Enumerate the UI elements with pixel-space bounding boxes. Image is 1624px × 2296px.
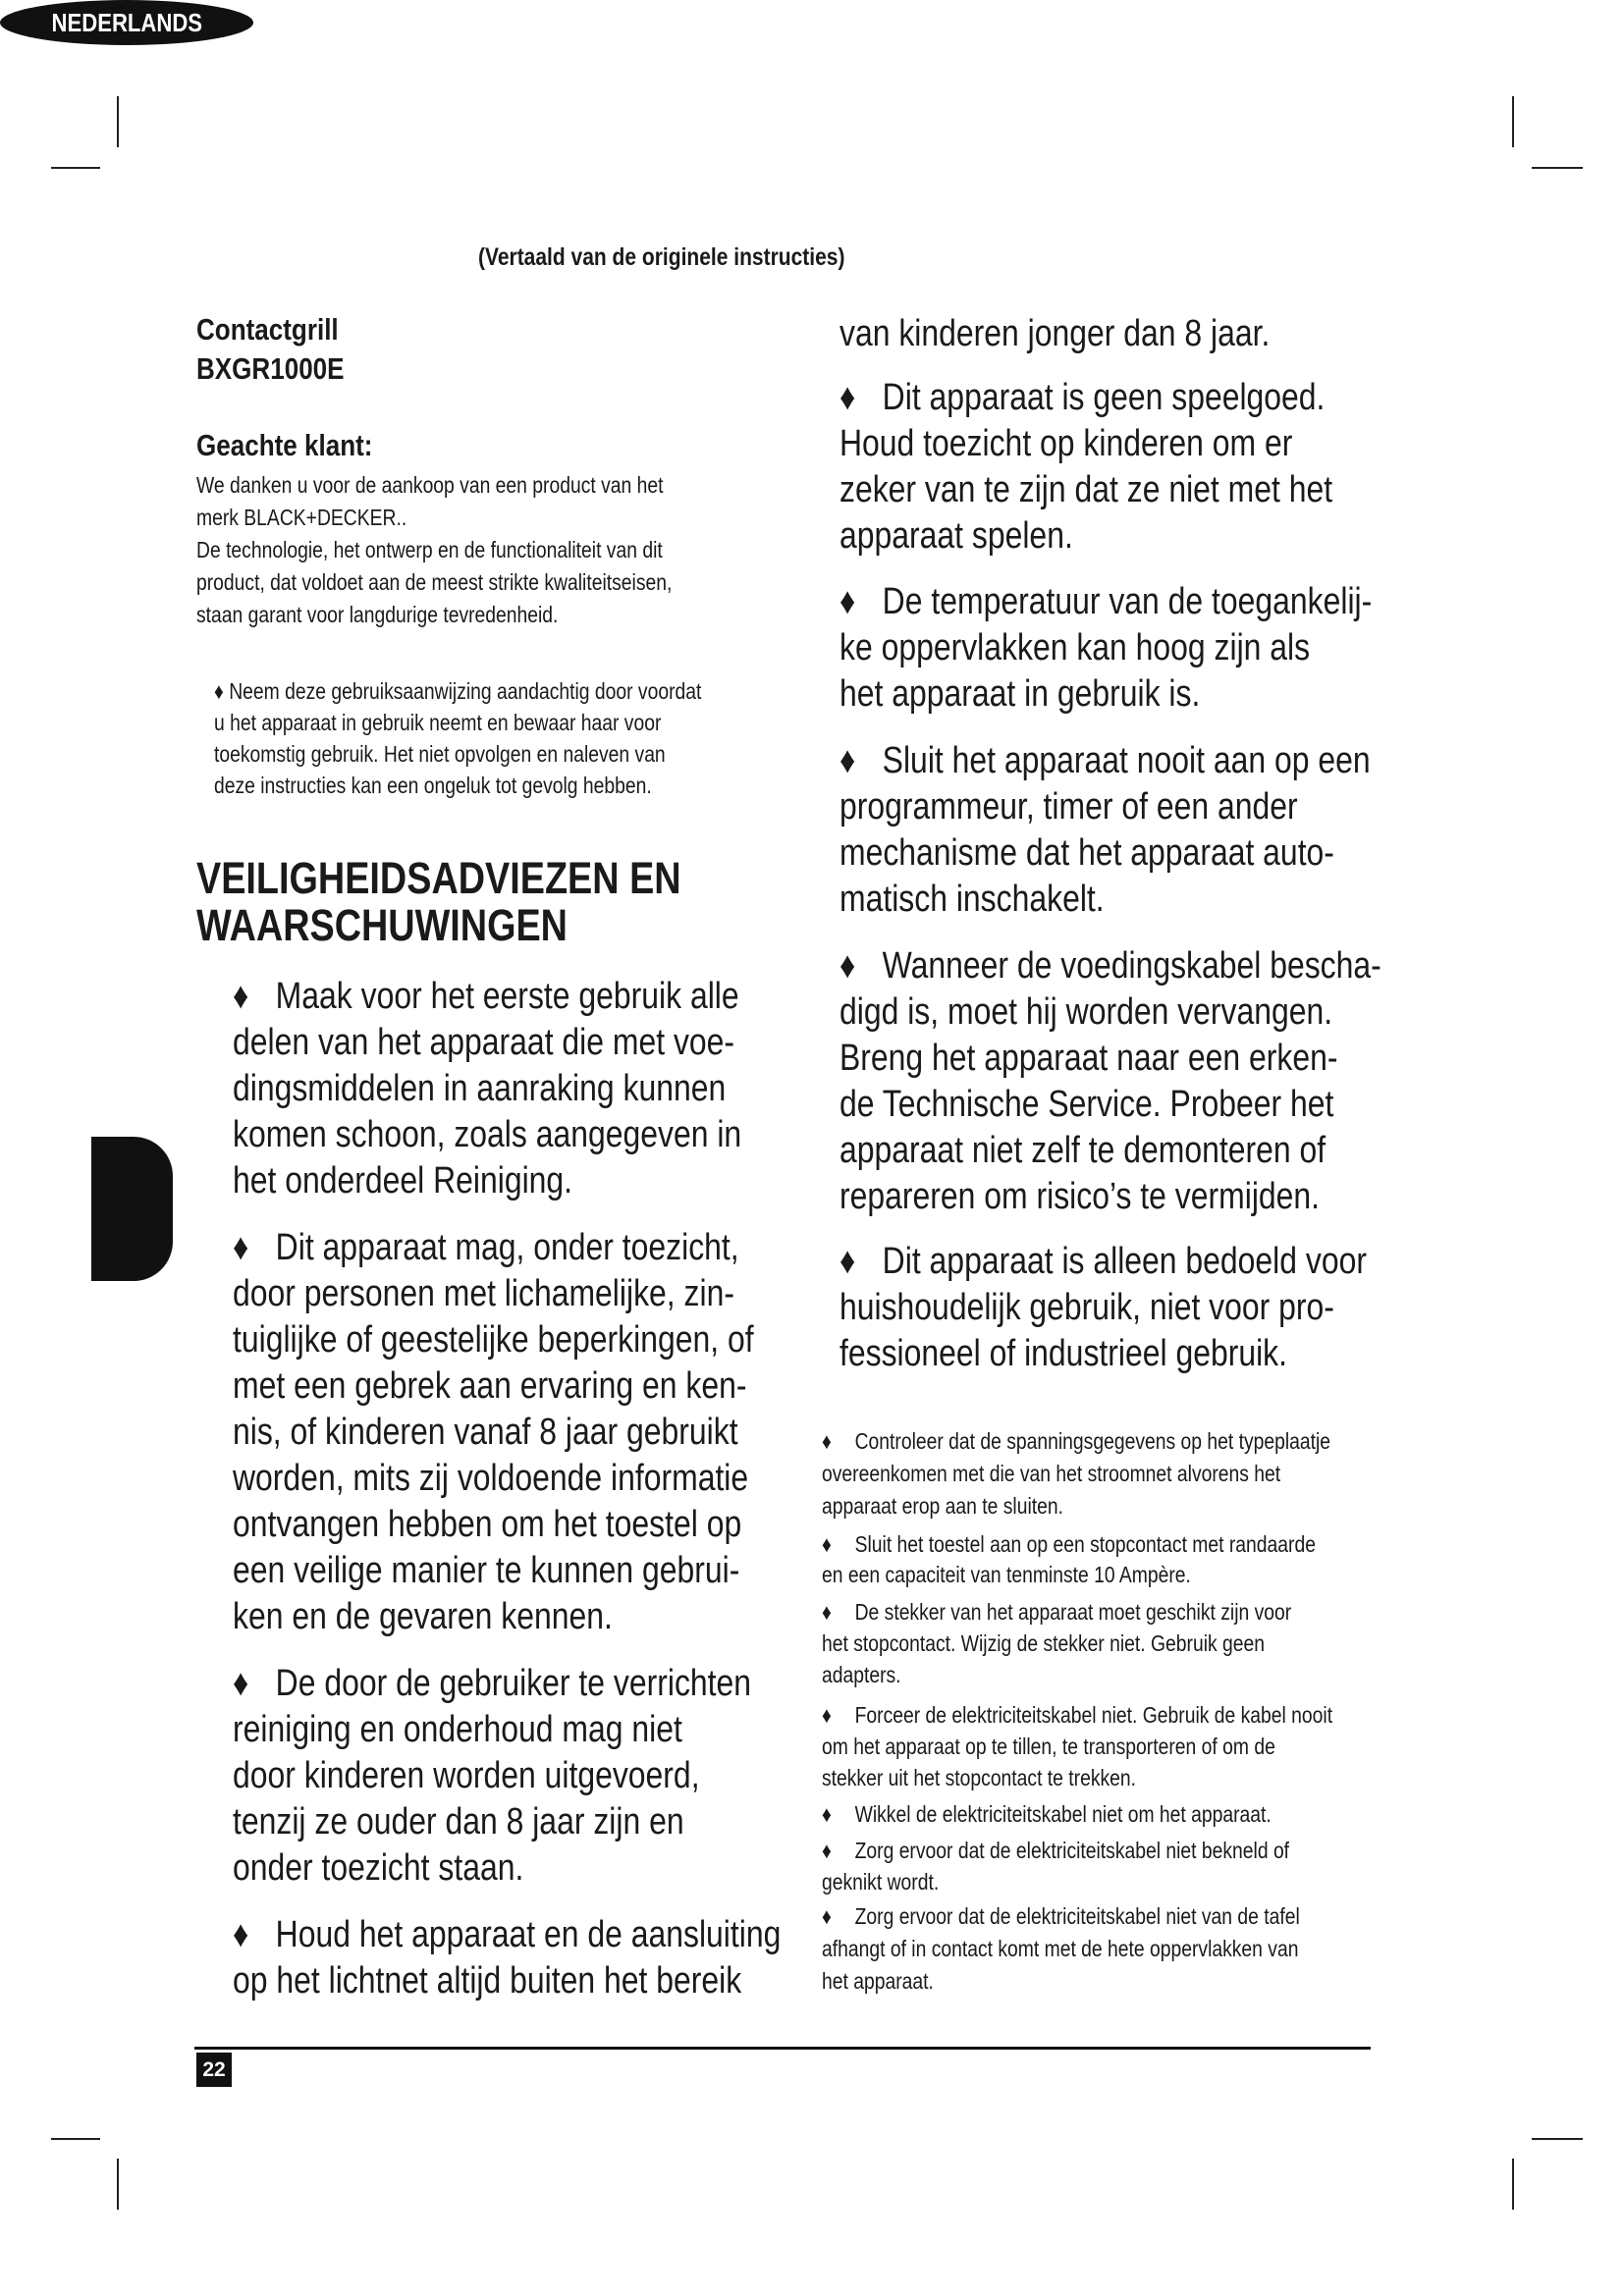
text-line: merk BLACK+DECKER.. <box>196 505 407 530</box>
line-text: Houd toezicht op kinderen om er <box>839 423 1293 464</box>
line-text: Wikkel de elektriciteitskabel niet om het apparaat. <box>854 1801 1272 1827</box>
line-text: het apparaat. <box>822 1968 934 1994</box>
line-text: Zorg ervoor dat de elektriciteitskabel niet van de tafel <box>854 1903 1300 1929</box>
line-text: het onderdeel Reiniging. <box>233 1160 573 1201</box>
line-text: Sluit het apparaat nooit aan op een <box>882 740 1371 781</box>
section-title-line: WAARSCHUWINGEN <box>196 900 568 950</box>
text-line <box>233 1066 741 1112</box>
text-line: product, dat voldoet aan de meest strikte kwaliteitseisen, <box>196 569 673 595</box>
line-text: ontvangen hebben om het toestel op <box>233 1504 742 1545</box>
text-line <box>822 1458 1330 1490</box>
line-text: fessioneel of industrieel gebruik. <box>839 1333 1288 1374</box>
right-bullet-3 <box>839 738 1472 923</box>
line-text: Breng het apparaat naar een erken- <box>839 1038 1338 1079</box>
text-line <box>839 1082 1381 1128</box>
line-text: mechanisme dat het apparaat auto- <box>839 832 1334 874</box>
text-line <box>233 1112 741 1158</box>
text-line <box>233 1912 781 1958</box>
text-line <box>822 1835 1289 1866</box>
footer-rule <box>194 2047 1371 2050</box>
line-text: Wanneer de voedingskabel bescha- <box>882 945 1381 987</box>
bullet-diamond-icon: ♦ <box>822 1801 832 1827</box>
bullet-diamond-icon: ♦ <box>822 1838 832 1863</box>
line-text: reiniging en onderhoud mag niet <box>233 1709 682 1750</box>
text-line <box>822 1933 1300 1965</box>
right-bullet-1 <box>839 375 1427 560</box>
text-line <box>839 1331 1367 1377</box>
text-line <box>233 1410 754 1456</box>
intro-bullet <box>214 675 794 801</box>
text-line <box>822 1900 1300 1933</box>
line-text: de Technische Service. Probeer het <box>839 1084 1334 1125</box>
line-text: delen van het apparaat die met voe- <box>233 1022 735 1063</box>
line-text: en een capaciteit van tenminste 10 Ampère. <box>822 1562 1191 1587</box>
text-line <box>233 1707 751 1753</box>
bullet-diamond-icon: ♦ <box>839 377 856 418</box>
crop-mark <box>1512 96 1514 147</box>
line-text: een veilige manier te kunnen gebrui- <box>233 1550 740 1591</box>
line-text: Maak voor het eerste gebruik alle <box>275 976 739 1017</box>
bullet-diamond-icon: ♦ <box>822 1531 832 1557</box>
text-line <box>233 1020 741 1066</box>
bullet-diamond-icon: ♦ <box>233 1227 249 1268</box>
text-line <box>233 1958 781 2004</box>
bullet-diamond-icon: ♦ <box>839 581 856 622</box>
line-text: Sluit het toestel aan op een stopcontact met randaarde <box>854 1531 1316 1557</box>
line-text: door kinderen worden uitgevoerd, <box>233 1755 700 1796</box>
chapter-tab <box>91 1137 173 1281</box>
left-bullet-1 <box>233 974 839 1204</box>
line-text: komen schoon, zoals aangegeven in <box>233 1114 742 1155</box>
line-text: Dit apparaat is geen speelgoed. <box>882 377 1326 418</box>
line-text: het apparaat in gebruik is. <box>839 673 1201 715</box>
text-line <box>233 1753 751 1799</box>
line-text: adapters. <box>822 1662 901 1687</box>
line-text: overeenkomen met die van het stroomnet alvorens het <box>822 1461 1281 1486</box>
greeting-text <box>196 469 763 631</box>
line-text: onder toezicht staan. <box>233 1847 524 1889</box>
line-text: Controleer dat de spanningsgegevens op het typeplaatje <box>854 1428 1331 1454</box>
small-bullet-3 <box>822 1596 1380 1690</box>
text-line <box>839 1036 1381 1082</box>
line-text: matisch inschakelt. <box>839 879 1105 920</box>
right-bullet-2 <box>839 579 1474 718</box>
section-title-line: VEILIGHEIDSADVIEZEN EN <box>196 853 681 903</box>
language-label: NEDERLANDS <box>51 8 202 37</box>
text-line: We danken u voor de aankoop van een product van het <box>196 472 664 498</box>
text-line <box>233 1594 754 1640</box>
small-bullet-7 <box>822 1900 1391 1998</box>
line-text: tuiglijke of geestelijke beperkingen, of <box>233 1319 754 1361</box>
greeting-title: Geachte klant: <box>196 428 373 462</box>
line-text: zeker van te zijn dat ze niet met het <box>839 469 1333 510</box>
text-line: van kinderen jonger dan 8 jaar. <box>839 313 1271 354</box>
line-text: stekker uit het stopcontact te trekken. <box>822 1765 1137 1790</box>
text-line: De technologie, het ontwerp en de functionaliteit van dit <box>196 537 663 562</box>
line-text: worden, mits zij voldoende informatie <box>233 1458 749 1499</box>
line-text: Dit apparaat is alleen bedoeld voor <box>882 1241 1367 1282</box>
crop-mark <box>1532 2138 1583 2140</box>
language-badge <box>0 0 253 45</box>
right-continuation <box>839 311 1352 357</box>
right-bullet-5 <box>839 1239 1467 1377</box>
crop-mark <box>51 2138 100 2140</box>
bullet-diamond-icon: ♦ <box>839 1241 856 1282</box>
text-line <box>839 1239 1367 1285</box>
line-text: programmeur, timer of een ander <box>839 786 1298 828</box>
text-line <box>233 1271 754 1317</box>
text-line <box>822 1699 1332 1731</box>
line-text: digd is, moet hij worden vervangen. <box>839 991 1333 1033</box>
bullet-diamond-icon: ♦ <box>822 1428 832 1454</box>
small-bullet-5 <box>822 1798 1357 1830</box>
text-line <box>839 513 1332 560</box>
line-text: De temperatuur van de toegankelij- <box>882 581 1373 622</box>
left-bullet-3 <box>233 1661 850 1892</box>
bullet-diamond-icon: ♦ <box>822 1599 832 1625</box>
text-line <box>822 1798 1272 1830</box>
left-bullet-2 <box>233 1225 853 1640</box>
small-bullet-4 <box>822 1699 1430 1793</box>
line-text: Dit apparaat mag, onder toezicht, <box>275 1227 739 1268</box>
bullet-diamond-icon: ♦ <box>822 1903 832 1929</box>
text-line <box>839 421 1332 467</box>
section-title <box>196 855 774 949</box>
bullet-diamond-icon: ♦ <box>839 945 856 987</box>
text-line <box>822 1529 1316 1560</box>
text-line <box>233 1661 751 1707</box>
bullet-diamond-icon: ♦ <box>839 740 856 781</box>
text-line <box>839 671 1372 718</box>
line-text: apparaat spelen. <box>839 515 1073 557</box>
crop-mark <box>117 96 119 147</box>
text-line <box>822 1490 1330 1522</box>
line-text: ke oppervlakken kan hoog zijn als <box>839 627 1311 668</box>
text-line <box>839 625 1372 671</box>
line-text: De door de gebruiker te verrichten <box>275 1663 752 1704</box>
translation-note: (Vertaald van de originele instructies) <box>478 243 845 271</box>
text-line <box>233 1363 754 1410</box>
text-line <box>822 1762 1332 1793</box>
line-text: huishoudelijk gebruik, niet voor pro- <box>839 1287 1334 1328</box>
text-line <box>839 1285 1367 1331</box>
text-line <box>839 738 1371 784</box>
right-bullet-4 <box>839 943 1485 1220</box>
line-text: Forceer de elektriciteitskabel niet. Gebruik de kabel nooit <box>854 1702 1333 1728</box>
text-line <box>839 375 1332 421</box>
left-bullet-4 <box>233 1912 886 2004</box>
text-line <box>839 784 1371 830</box>
line-text: met een gebrek aan ervaring en ken- <box>233 1365 747 1407</box>
text-line <box>233 1845 751 1892</box>
bullet-diamond-icon: ♦ <box>233 1663 249 1704</box>
line-text: op het lichtnet altijd buiten het bereik <box>233 1960 742 2002</box>
line-text: afhangt of in contact komt met de hete oppervlakken van <box>822 1936 1299 1961</box>
crop-mark <box>117 2159 119 2210</box>
crop-mark <box>1532 167 1583 169</box>
product-model: BXGR1000E <box>196 351 345 386</box>
text-line: ♦ Neem deze gebruiksaanwijzing aandachtig door voordat <box>214 678 702 704</box>
small-bullet-2 <box>822 1529 1410 1590</box>
text-line <box>839 989 1381 1036</box>
text-line <box>839 943 1381 989</box>
line-text: dingsmiddelen in aanraking kunnen <box>233 1068 727 1109</box>
text-line <box>839 1128 1381 1174</box>
text-line <box>822 1965 1300 1998</box>
text-line: deze instructies kan een ongeluk tot gevolg hebben. <box>214 773 652 798</box>
text-line: toekomstig gebruik. Het niet opvolgen en naleven van <box>214 741 666 767</box>
text-line <box>839 877 1371 923</box>
line-text: De stekker van het apparaat moet geschikt zijn voor <box>854 1599 1292 1625</box>
text-line <box>839 830 1371 877</box>
text-line <box>822 1628 1291 1659</box>
text-line: u het apparaat in gebruik neemt en bewaar haar voor <box>214 710 662 735</box>
text-line <box>822 1659 1291 1690</box>
text-line <box>822 1866 1289 1897</box>
line-text: apparaat erop aan te sluiten. <box>822 1493 1063 1519</box>
text-line <box>839 1174 1381 1220</box>
text-line <box>233 1548 754 1594</box>
text-line <box>233 1799 751 1845</box>
page-number: 22 <box>196 2053 232 2087</box>
product-name: Contactgrill <box>196 312 339 347</box>
small-bullet-1 <box>822 1425 1428 1522</box>
text-line <box>822 1731 1332 1762</box>
line-text: door personen met lichamelijke, zin- <box>233 1273 734 1314</box>
text-line <box>822 1560 1316 1590</box>
line-text: om het apparaat op te tillen, te transporteren of om de <box>822 1734 1275 1759</box>
text-line: staan garant voor langdurige tevredenheid. <box>196 602 559 627</box>
bullet-diamond-icon: ♦ <box>233 1914 249 1955</box>
text-line <box>233 974 741 1020</box>
line-text: Zorg ervoor dat de elektriciteitskabel niet bekneld of <box>854 1838 1290 1863</box>
text-line <box>233 1158 741 1204</box>
bullet-diamond-icon: ♦ <box>822 1702 832 1728</box>
line-text: geknikt wordt. <box>822 1869 940 1895</box>
line-text: nis, of kinderen vanaf 8 jaar gebruikt <box>233 1412 738 1453</box>
crop-mark <box>51 167 100 169</box>
text-line <box>839 467 1332 513</box>
small-bullet-6 <box>822 1835 1379 1897</box>
line-text: ken en de gevaren kennen. <box>233 1596 613 1637</box>
text-line <box>233 1225 754 1271</box>
crop-mark <box>1512 2159 1514 2210</box>
text-line <box>233 1317 754 1363</box>
text-line <box>839 579 1372 625</box>
text-line <box>822 1425 1330 1458</box>
text-line <box>233 1456 754 1502</box>
line-text: apparaat niet zelf te demonteren of <box>839 1130 1326 1171</box>
text-line <box>822 1596 1291 1628</box>
line-text: tenzij ze ouder dan 8 jaar zijn en <box>233 1801 684 1842</box>
line-text: het stopcontact. Wijzig de stekker niet. Gebruik geen <box>822 1630 1266 1656</box>
text-line <box>233 1502 754 1548</box>
line-text: repareren om risico’s te vermijden. <box>839 1176 1321 1217</box>
bullet-diamond-icon: ♦ <box>233 976 249 1017</box>
line-text: Houd het apparaat en de aansluiting <box>275 1914 782 1955</box>
